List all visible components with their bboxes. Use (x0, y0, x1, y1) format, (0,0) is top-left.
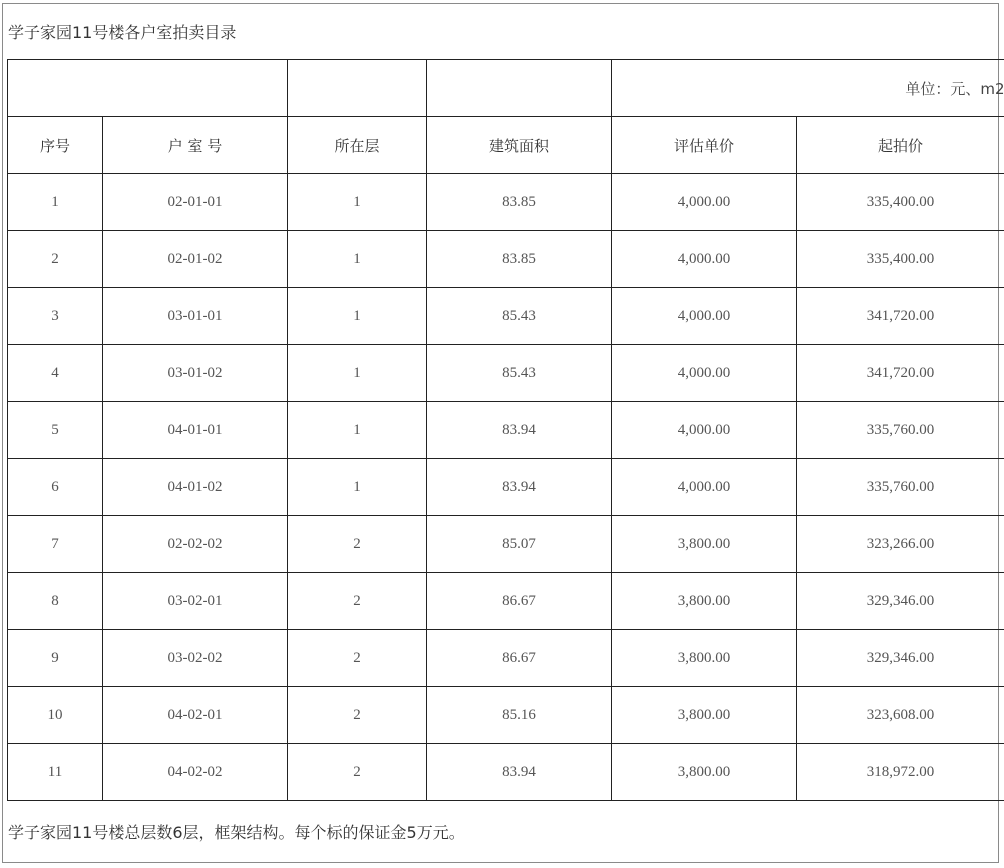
cell-unit-number: 03-01-02 (103, 345, 288, 402)
cell-area: 83.85 (427, 174, 612, 231)
cell-unit-number: 04-01-02 (103, 459, 288, 516)
cell-unit-price: 3,800.00 (612, 573, 797, 630)
cell-unit-price: 4,000.00 (612, 288, 797, 345)
cell-floor: 1 (288, 231, 427, 288)
header-cell-unit-price: 评估单价 (612, 117, 797, 174)
cell-floor: 1 (288, 174, 427, 231)
cell-start-price: 335,760.00 (797, 402, 1004, 459)
cell-start-price: 341,720.00 (797, 288, 1004, 345)
cell-area: 83.94 (427, 402, 612, 459)
cell-unit-number: 03-02-02 (103, 630, 288, 687)
document-title: 学子家园11号楼各户室拍卖目录 (8, 23, 237, 42)
table-row (8, 231, 1004, 288)
cell-floor: 1 (288, 459, 427, 516)
cell-start-price: 335,760.00 (797, 459, 1004, 516)
cell-unit-price: 4,000.00 (612, 231, 797, 288)
header-cell-index: 序号 (8, 117, 103, 174)
table-row (8, 630, 1004, 687)
cell-unit-number: 02-01-02 (103, 231, 288, 288)
cell-area: 83.94 (427, 459, 612, 516)
table-row (8, 516, 1004, 573)
cell-row-index: 3 (8, 288, 103, 345)
cell-floor: 2 (288, 516, 427, 573)
table-row (8, 174, 1004, 231)
cell-floor: 2 (288, 687, 427, 744)
cell-start-price: 318,972.00 (797, 744, 1004, 801)
header-cell-unit-no: 户 室 号 (103, 117, 288, 174)
cell-row-index: 4 (8, 345, 103, 402)
cell-row-index: 2 (8, 231, 103, 288)
cell-row-index: 7 (8, 516, 103, 573)
cell-area: 86.67 (427, 573, 612, 630)
cell-floor: 1 (288, 288, 427, 345)
cell-unit-price: 4,000.00 (612, 459, 797, 516)
cell-unit-price: 3,800.00 (612, 687, 797, 744)
header-cell-area: 建筑面积 (427, 117, 612, 174)
unit-label: 单位：元、m2 (612, 60, 1004, 117)
cell-row-index: 11 (8, 744, 103, 801)
cell-unit-price: 3,800.00 (612, 744, 797, 801)
table-row (8, 744, 1004, 801)
cell-start-price: 341,720.00 (797, 345, 1004, 402)
cell-unit-number: 02-01-01 (103, 174, 288, 231)
cell-unit-number: 04-02-01 (103, 687, 288, 744)
cell-area: 85.07 (427, 516, 612, 573)
cell-row-index: 9 (8, 630, 103, 687)
header-cell-floor: 所在层 (288, 117, 427, 174)
table-row (8, 402, 1004, 459)
cell-row-index: 1 (8, 174, 103, 231)
cell-unit-number: 03-01-01 (103, 288, 288, 345)
cell-row-index: 8 (8, 573, 103, 630)
cell-row-index: 6 (8, 459, 103, 516)
header-row (8, 117, 1004, 174)
unit-row (8, 60, 1004, 117)
cell-floor: 1 (288, 402, 427, 459)
cell-start-price: 323,266.00 (797, 516, 1004, 573)
cell-start-price: 329,346.00 (797, 630, 1004, 687)
cell-start-price: 335,400.00 (797, 174, 1004, 231)
cell-unit-price: 4,000.00 (612, 345, 797, 402)
table-row (8, 345, 1004, 402)
header-cell-start-price: 起拍价 (797, 117, 1004, 174)
cell-area: 85.16 (427, 687, 612, 744)
cell-unit-price: 4,000.00 (612, 174, 797, 231)
cell-floor: 1 (288, 345, 427, 402)
empty-cell (8, 60, 288, 117)
cell-area: 83.94 (427, 744, 612, 801)
cell-start-price: 335,400.00 (797, 231, 1004, 288)
cell-unit-number: 04-01-01 (103, 402, 288, 459)
cell-area: 85.43 (427, 288, 612, 345)
auction-table (7, 59, 1004, 801)
table-row (8, 288, 1004, 345)
cell-floor: 2 (288, 573, 427, 630)
cell-unit-price: 4,000.00 (612, 402, 797, 459)
cell-area: 86.67 (427, 630, 612, 687)
footer-note: 学子家园11号楼总层数6层，框架结构。每个标的保证金5万元。 (8, 823, 465, 842)
cell-start-price: 323,608.00 (797, 687, 1004, 744)
table-row (8, 687, 1004, 744)
cell-unit-number: 03-02-01 (103, 573, 288, 630)
empty-cell (427, 60, 612, 117)
cell-row-index: 10 (8, 687, 103, 744)
empty-cell (288, 60, 427, 117)
cell-unit-number: 02-02-02 (103, 516, 288, 573)
table-row (8, 459, 1004, 516)
cell-floor: 2 (288, 630, 427, 687)
table-row (8, 573, 1004, 630)
cell-floor: 2 (288, 744, 427, 801)
cell-start-price: 329,346.00 (797, 573, 1004, 630)
cell-unit-number: 04-02-02 (103, 744, 288, 801)
cell-unit-price: 3,800.00 (612, 630, 797, 687)
cell-unit-price: 3,800.00 (612, 516, 797, 573)
cell-area: 85.43 (427, 345, 612, 402)
cell-row-index: 5 (8, 402, 103, 459)
cell-area: 83.85 (427, 231, 612, 288)
